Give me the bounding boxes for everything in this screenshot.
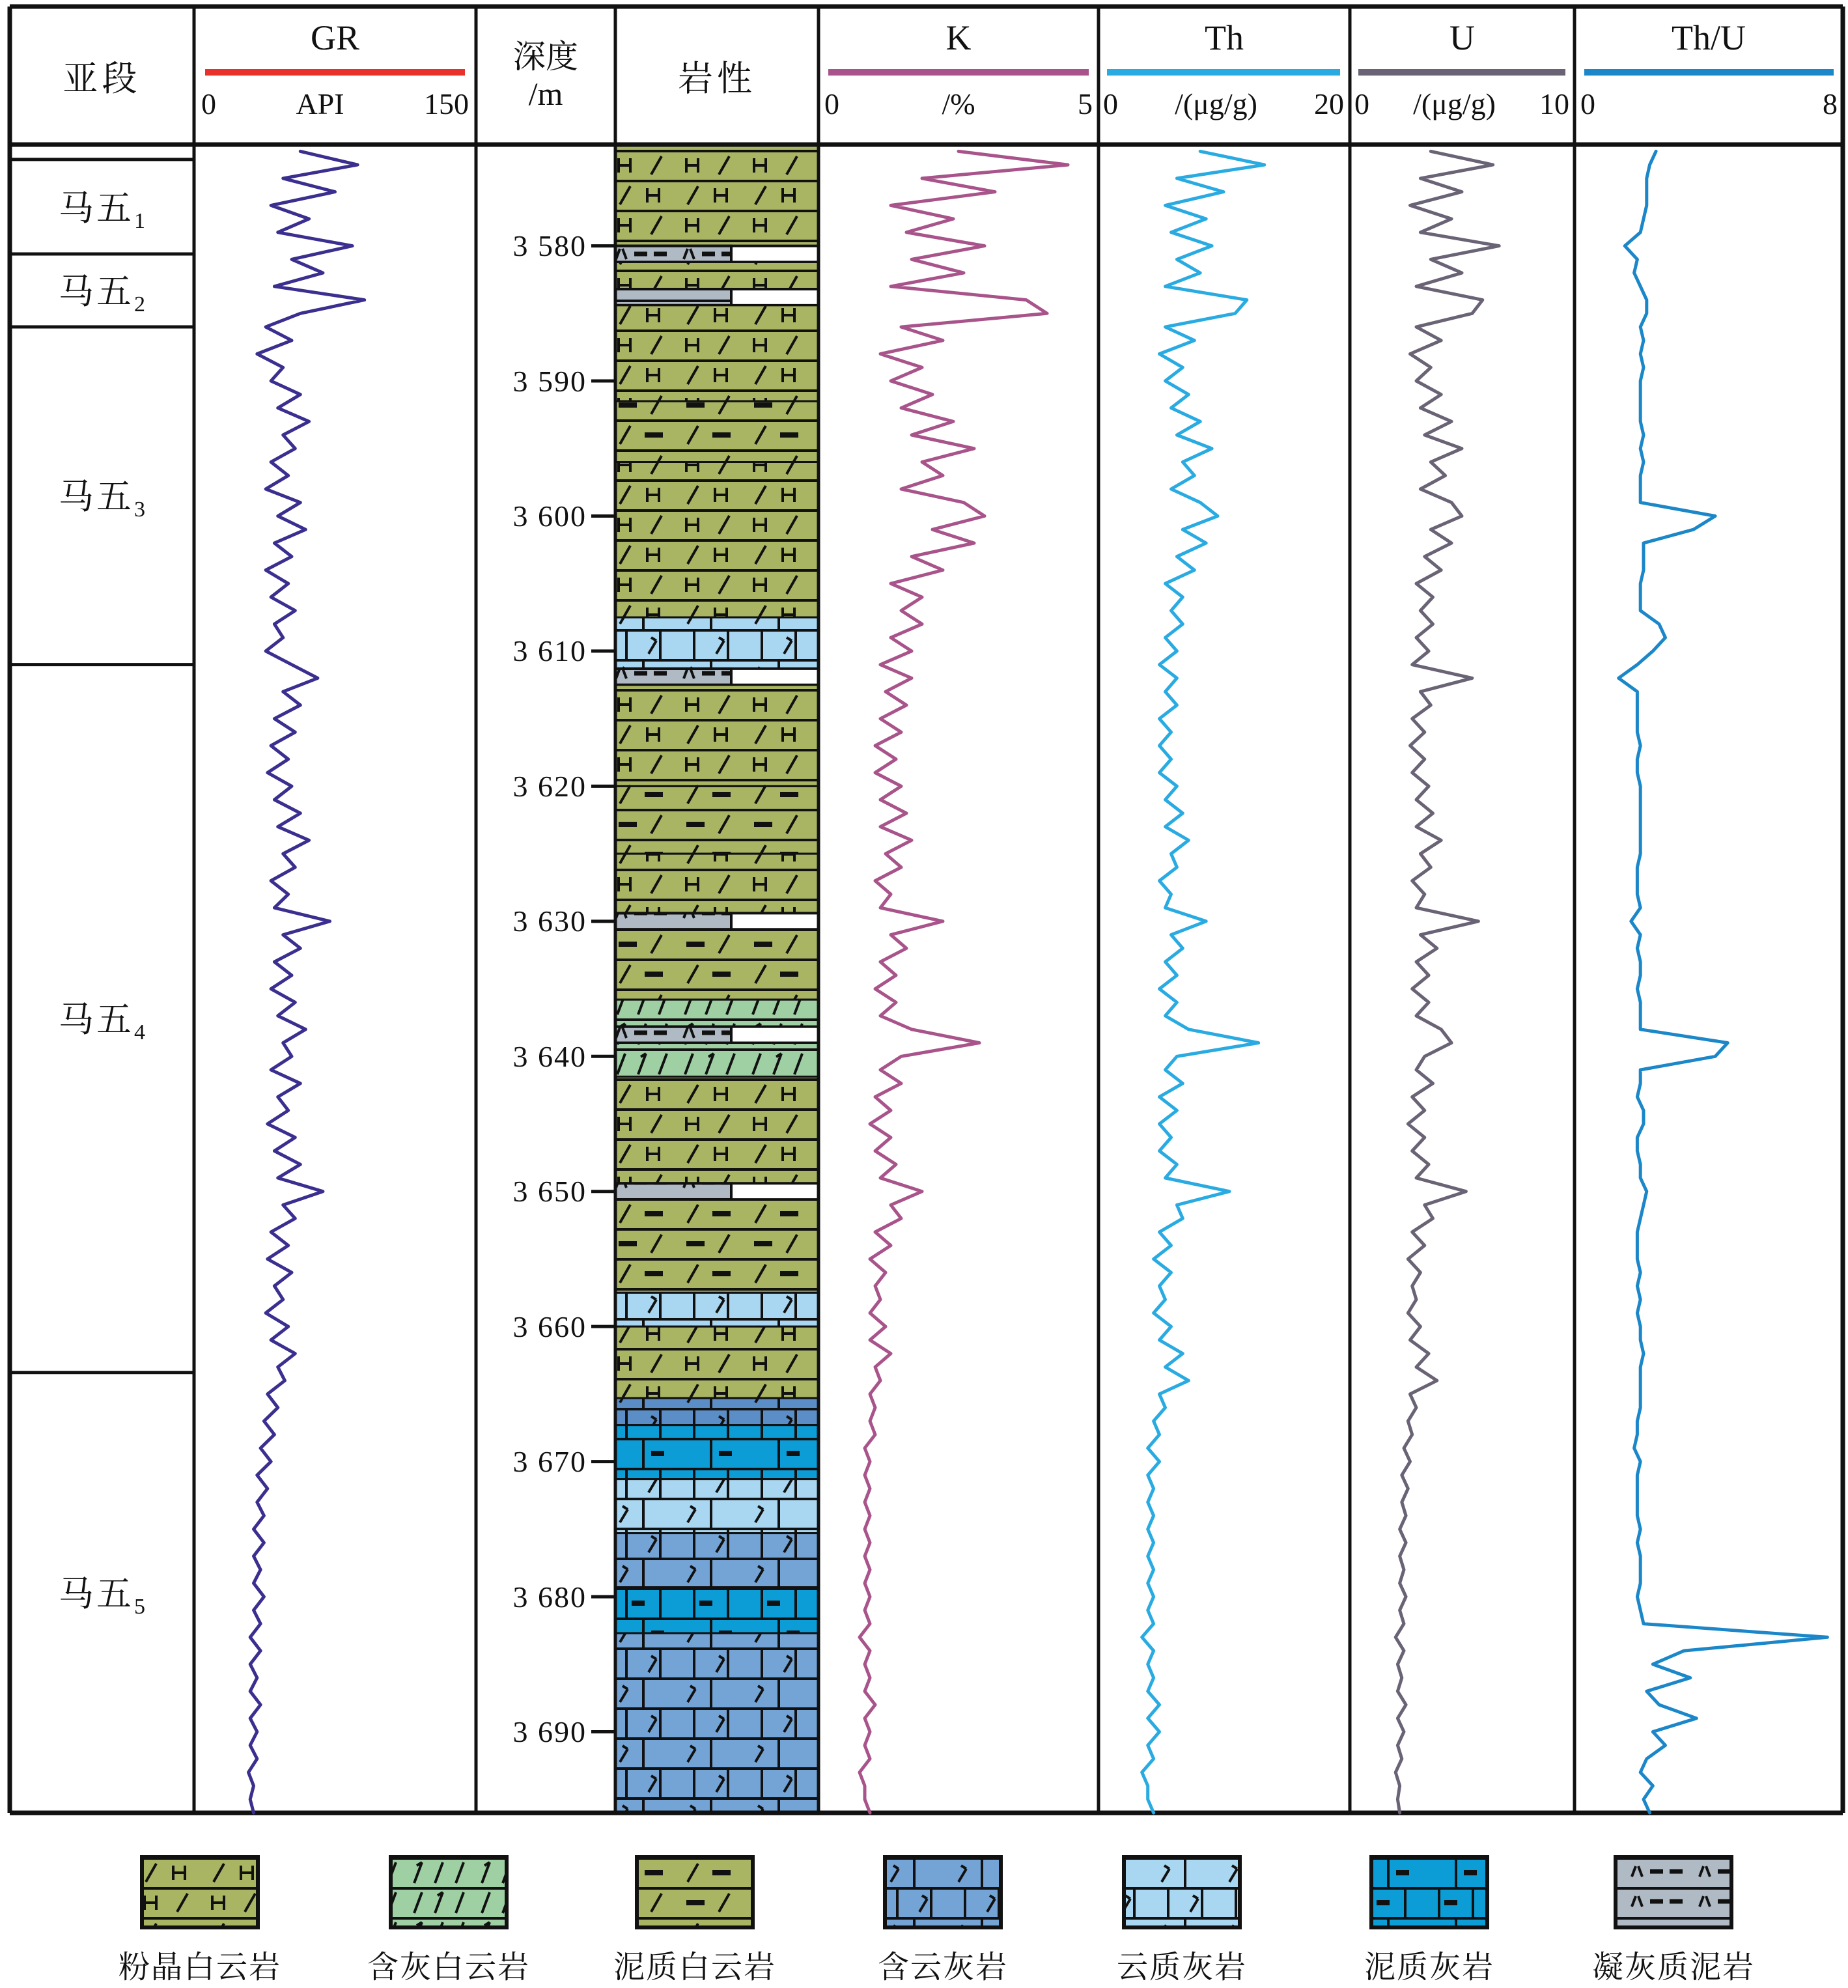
depth-tick-label: 3 610 — [512, 634, 587, 668]
legend-label-lime_dol: 云质灰岩 — [1116, 1950, 1247, 1985]
track-scale-u — [1354, 83, 1569, 124]
lith-bed-dol_mud — [615, 1199, 819, 1293]
depth-header-unit: /m — [528, 76, 563, 112]
u-curve — [1395, 151, 1499, 1813]
lith-bed-tuff — [615, 913, 731, 929]
legend-swatch-limy_dol — [391, 1857, 507, 1927]
track-header-thu: Th/U — [1672, 18, 1746, 57]
lith-bed-dol_lime2 — [615, 1398, 819, 1425]
track-scale-k — [824, 83, 1093, 124]
member-label-4: 马五$_4$ — [59, 1000, 145, 1045]
depth-tick-label: 3 690 — [512, 1715, 587, 1749]
track-scale-line-gr — [205, 69, 465, 76]
depth-tick-label: 3 590 — [512, 364, 587, 398]
track-min-gr: 0 — [201, 87, 216, 120]
depth-tick-label: 3 640 — [512, 1039, 587, 1073]
lith-bed-tuff — [615, 289, 731, 305]
legend-label-mud_lime: 泥质灰岩 — [1364, 1950, 1494, 1985]
track-scale-line-u — [1358, 69, 1565, 76]
legend-swatch-tuff — [1616, 1857, 1731, 1927]
lith-bed-dol_h — [615, 1076, 819, 1183]
lith-bed-lime_dol — [615, 1479, 819, 1533]
track-scale-th — [1103, 83, 1344, 124]
lith-bed-mud_lime — [615, 1425, 819, 1479]
k-curve — [860, 151, 1068, 1813]
track-min-u: 0 — [1354, 87, 1369, 120]
lith-bed-limy_dol — [615, 1000, 819, 1026]
track-max-thu: 8 — [1823, 87, 1838, 120]
lith-bed-dol_mud — [615, 786, 819, 854]
depth-tick-label: 3 650 — [512, 1175, 587, 1209]
legend-swatch-dol_lime — [885, 1857, 1001, 1927]
track-scale-line-th — [1107, 69, 1340, 76]
legend-label-tuff: 凝灰质泥岩 — [1591, 1950, 1755, 1985]
legend-swatch-dol_h — [142, 1857, 258, 1927]
lith-bed-dol_h — [615, 262, 819, 288]
track-scale-thu — [1580, 83, 1838, 124]
lith-bed-dol_h — [615, 685, 819, 787]
lith-bed-lime_dol — [615, 617, 819, 669]
lithology-header-label: 岩性 — [678, 59, 756, 98]
lith-bed-dol_lime — [615, 1533, 819, 1588]
track-scale-line-k — [828, 69, 1089, 76]
lith-bed-dol_h — [615, 1326, 819, 1398]
column-header-sub-member — [10, 7, 194, 145]
lith-bed-lime_dol — [615, 1293, 819, 1326]
lith-bed-dol_lime — [615, 1633, 819, 1813]
depth-tick-label: 3 600 — [512, 499, 587, 533]
lith-bed-mud_lime — [615, 1588, 819, 1634]
depth-tick-label: 3 580 — [512, 229, 587, 263]
member-label-1: 马五$_1$ — [59, 188, 145, 233]
track-scale-gr — [201, 83, 469, 124]
thu-curve — [1619, 151, 1828, 1813]
legend-label-limy_dol: 含灰白云岩 — [367, 1950, 530, 1985]
depth-tick-label: 3 680 — [512, 1580, 587, 1614]
legend-swatch-mud_lime — [1371, 1857, 1487, 1927]
legend-label-dol_mud: 泥质白云岩 — [613, 1950, 776, 1985]
lith-bed-dol_mud — [615, 401, 819, 462]
lith-bed-tuff — [615, 1027, 731, 1043]
track-unit-u: /(μg/g) — [1413, 87, 1496, 120]
gr-curve — [249, 151, 365, 1813]
lith-bed-dol_h — [615, 145, 819, 246]
lith-bed-dol_h — [615, 462, 819, 618]
member-label-3: 马五$_3$ — [59, 477, 145, 522]
track-scale-line-thu — [1584, 69, 1834, 76]
track-max-k: 5 — [1077, 87, 1093, 120]
column-header-depth — [476, 7, 615, 145]
depth-tick-label: 3 670 — [512, 1445, 587, 1479]
track-unit-k: /% — [942, 87, 975, 120]
lith-bed-tuff — [615, 246, 731, 262]
column-header-lithology — [615, 7, 819, 145]
lith-bed-tuff — [615, 1183, 731, 1199]
track-unit-th: /(μg/g) — [1175, 87, 1257, 120]
lith-bed-dol_h — [615, 854, 819, 913]
legend-label-dol_lime: 含云灰岩 — [877, 1950, 1008, 1985]
track-unit-gr: API — [296, 87, 344, 120]
track-header-gr: GR — [310, 18, 359, 57]
track-max-gr: 150 — [424, 87, 469, 120]
track-header-u: U — [1449, 18, 1475, 57]
depth-header-label: 深度 — [513, 38, 578, 75]
track-max-th: 20 — [1313, 87, 1344, 120]
depth-tick-label: 3 620 — [512, 769, 587, 803]
member-label-2: 马五$_2$ — [59, 272, 145, 316]
th-curve — [1142, 151, 1265, 1813]
lith-bed-dol_h — [615, 305, 819, 401]
lith-bed-limy_dol — [615, 1043, 819, 1077]
lith-bed-dol_mud — [615, 929, 819, 1000]
legend-label-dol_h: 粉晶白云岩 — [118, 1950, 281, 1985]
track-header-th: Th — [1205, 18, 1244, 57]
sub-member-header-label: 亚段 — [63, 59, 141, 98]
legend-swatch-dol_mud — [637, 1857, 753, 1927]
legend-swatch-lime_dol — [1124, 1857, 1240, 1927]
track-min-thu: 0 — [1580, 87, 1595, 120]
track-max-u: 10 — [1539, 87, 1569, 120]
track-min-k: 0 — [824, 87, 839, 120]
lith-bed-tuff — [615, 669, 731, 685]
member-label-5: 马五$_5$ — [59, 1574, 145, 1619]
track-min-th: 0 — [1103, 87, 1118, 120]
track-header-k: K — [945, 18, 972, 57]
depth-tick-label: 3 660 — [512, 1309, 587, 1343]
depth-tick-label: 3 630 — [512, 904, 587, 938]
